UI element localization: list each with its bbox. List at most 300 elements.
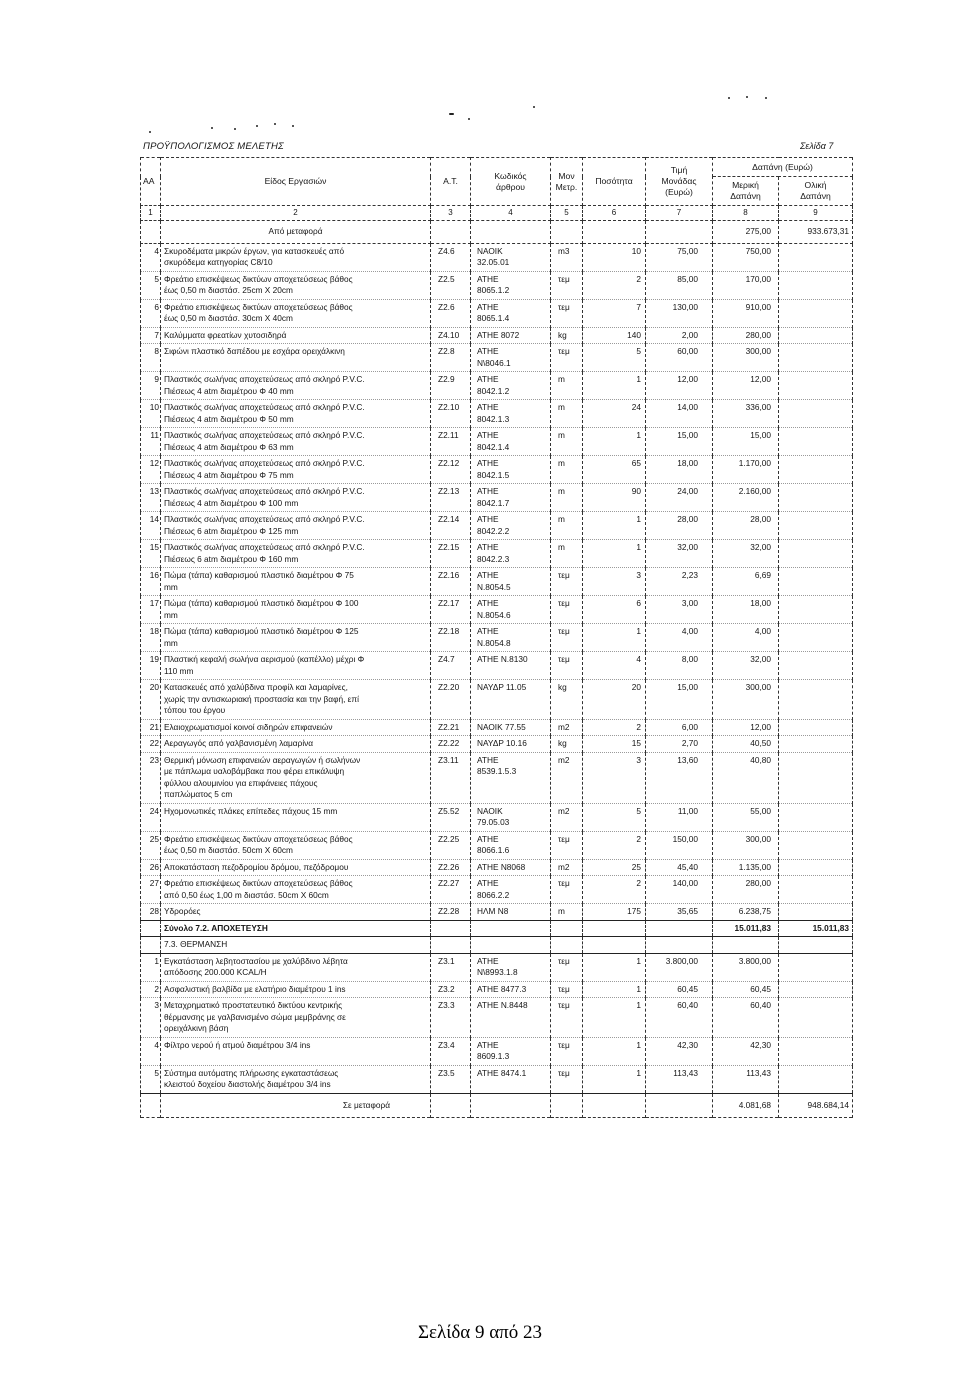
cell-description: Πώμα (τάπα) καθαρισμού πλαστικό διαμέτρου Φ 100 mm bbox=[161, 596, 431, 624]
cell-partial-cost: 3.800,00 bbox=[713, 953, 779, 981]
table-row bbox=[141, 624, 853, 652]
cell-aa: 21 bbox=[141, 719, 161, 736]
cell-aa: 13 bbox=[141, 484, 161, 512]
cell-unit: τεμ bbox=[551, 568, 583, 596]
cell-quantity: 1 bbox=[583, 428, 646, 456]
cell-description: Καλύμματα φρεατίων χυτοσιδηρά bbox=[161, 327, 431, 344]
table-row bbox=[141, 1065, 853, 1093]
cell-at: Z3.5 bbox=[431, 1065, 471, 1093]
table-row bbox=[141, 596, 853, 624]
cell-code: ΑΤΗΕ Ν8068 bbox=[471, 859, 551, 876]
table-row bbox=[141, 752, 853, 803]
cell-unit-price: 3,00 bbox=[646, 596, 713, 624]
cell-partial-cost: 60,45 bbox=[713, 981, 779, 998]
cell-code: ΑΤΗΕ 8066.2.2 bbox=[471, 876, 551, 904]
cell-total-cost bbox=[779, 953, 853, 981]
cell-quantity: 1 bbox=[583, 540, 646, 568]
cell-partial-cost: 32,00 bbox=[713, 540, 779, 568]
cell-code: ΑΤΗΕ 8065.1.2 bbox=[471, 271, 551, 299]
scan-speck bbox=[234, 128, 236, 130]
cell-total-cost bbox=[779, 876, 853, 904]
cell-quantity: 1 bbox=[583, 1037, 646, 1065]
header-partial-cost: Μερική Δαπάνη bbox=[713, 177, 779, 206]
cell-quantity: 1 bbox=[583, 981, 646, 998]
cell-at: Z2.11 bbox=[431, 428, 471, 456]
cell-empty bbox=[551, 920, 583, 937]
cell-empty bbox=[471, 937, 551, 954]
cell-partial-cost: 15.011,83 bbox=[713, 920, 779, 937]
cell-quantity: 1 bbox=[583, 998, 646, 1038]
cell-description: Φρεάτιο επισκέψεως δικτύων αποχετεύσεως βάθος έως 0,50 m διαστάσ. 25cm X 20cm bbox=[161, 271, 431, 299]
cell-empty bbox=[583, 1093, 646, 1118]
header-unit: Μον Μετρ. bbox=[551, 158, 583, 206]
table-row bbox=[141, 904, 853, 921]
cell-partial-cost: 6.238,75 bbox=[713, 904, 779, 921]
cell-code: ΝΑΟΙΚ 79.05.03 bbox=[471, 803, 551, 831]
cell-total-cost: 15.011,83 bbox=[779, 920, 853, 937]
column-number: 5 bbox=[551, 206, 583, 221]
cell-unit: τεμ bbox=[551, 596, 583, 624]
cell-unit-price: 32,00 bbox=[646, 540, 713, 568]
table-row bbox=[141, 719, 853, 736]
cell-quantity: 10 bbox=[583, 243, 646, 271]
cell-total-cost bbox=[779, 512, 853, 540]
cell-empty bbox=[646, 937, 713, 954]
cell-quantity: 5 bbox=[583, 344, 646, 372]
cell-quantity: 3 bbox=[583, 752, 646, 803]
cell-description: Φρεάτιο επισκέψεως δικτύων αποχετεύσεως βάθος από 0,50 έως 1,00 m διαστάσ. 50cm X 60cm bbox=[161, 876, 431, 904]
table-row bbox=[141, 344, 853, 372]
cell-empty bbox=[646, 1093, 713, 1118]
row-label: Από μεταφορά bbox=[161, 221, 431, 244]
cell-total-cost bbox=[779, 680, 853, 720]
cell-unit: m2 bbox=[551, 752, 583, 803]
column-number: 2 bbox=[161, 206, 431, 221]
cell-description: Ελαιοχρωματισμοί κοινοί σιδηρών επιφανειών bbox=[161, 719, 431, 736]
cell-aa: 3 bbox=[141, 998, 161, 1038]
cell-at: Z2.9 bbox=[431, 372, 471, 400]
cell-unit-price: 15,00 bbox=[646, 680, 713, 720]
cell-unit-price: 2,23 bbox=[646, 568, 713, 596]
table-row bbox=[141, 736, 853, 753]
cell-partial-cost: 28,00 bbox=[713, 512, 779, 540]
cell-code: ΗΛΜ Ν8 bbox=[471, 904, 551, 921]
page-footer: Σελίδα 9 από 23 bbox=[417, 1322, 543, 1343]
header-aa: ΑΑ bbox=[141, 158, 161, 206]
cell-aa: 22 bbox=[141, 736, 161, 753]
cell-code: ΑΤΗΕ Ν.8054.6 bbox=[471, 596, 551, 624]
cell-unit: m2 bbox=[551, 719, 583, 736]
cell-description: Ηχομονωτικές πλάκες επίπεδες πάχους 15 mm bbox=[161, 803, 431, 831]
cell-total-cost bbox=[779, 299, 853, 327]
cell-code: ΑΤΗΕ Ν.8130 bbox=[471, 652, 551, 680]
cell-unit-price: 28,00 bbox=[646, 512, 713, 540]
cell-code: ΑΤΗΕ 8042.1.3 bbox=[471, 400, 551, 428]
cell-at: Z2.20 bbox=[431, 680, 471, 720]
inner-page-label: Σελίδα 7 bbox=[800, 141, 834, 151]
cell-partial-cost: 1.170,00 bbox=[713, 456, 779, 484]
table-row bbox=[141, 803, 853, 831]
header-description: Είδος Εργασιών bbox=[161, 158, 431, 206]
cell-quantity: 4 bbox=[583, 652, 646, 680]
header-cost: Δαπάνη (Ευρώ) bbox=[713, 158, 853, 177]
cell-at: Z2.17 bbox=[431, 596, 471, 624]
cell-empty bbox=[583, 937, 646, 954]
section-title-row bbox=[141, 937, 853, 954]
cell-description: Αεραγωγός από γαλβανισμένη λαμαρίνα bbox=[161, 736, 431, 753]
scan-speck bbox=[274, 123, 276, 125]
table-row bbox=[141, 831, 853, 859]
cell-unit-price: 140,00 bbox=[646, 876, 713, 904]
cell-description: Πλαστικός σωλήνας αποχετεύσεως από σκληρό P.V.C. Πιέσεως 4 atm διαμέτρου Φ 75 mm bbox=[161, 456, 431, 484]
scan-speck bbox=[449, 113, 454, 115]
column-number: 6 bbox=[583, 206, 646, 221]
cell-empty bbox=[583, 920, 646, 937]
cell-unit: m3 bbox=[551, 243, 583, 271]
cell-at: Z2.18 bbox=[431, 624, 471, 652]
cell-at: Z2.16 bbox=[431, 568, 471, 596]
cell-empty bbox=[141, 221, 161, 244]
table-row bbox=[141, 953, 853, 981]
cell-at: Z4.10 bbox=[431, 327, 471, 344]
cell-total-cost bbox=[779, 652, 853, 680]
cell-unit-price: 24,00 bbox=[646, 484, 713, 512]
cell-unit-price: 8,00 bbox=[646, 652, 713, 680]
cell-unit-price: 130,00 bbox=[646, 299, 713, 327]
cell-total-cost bbox=[779, 400, 853, 428]
scan-speck bbox=[292, 125, 294, 127]
cell-unit: τεμ bbox=[551, 981, 583, 998]
cell-total-cost bbox=[779, 831, 853, 859]
column-number: 9 bbox=[779, 206, 853, 221]
cell-unit-price: 42,30 bbox=[646, 1037, 713, 1065]
cell-at: Z5.52 bbox=[431, 803, 471, 831]
cell-total-cost bbox=[779, 624, 853, 652]
cell-total-cost bbox=[779, 803, 853, 831]
cell-aa: 27 bbox=[141, 876, 161, 904]
cell-code: ΑΤΗΕ Ν\8046.1 bbox=[471, 344, 551, 372]
cell-description: Πλαστικός σωλήνας αποχετεύσεως από σκληρό P.V.C. Πιέσεως 4 atm διαμέτρου Φ 50 mm bbox=[161, 400, 431, 428]
cell-aa: 14 bbox=[141, 512, 161, 540]
cell-quantity: 1 bbox=[583, 624, 646, 652]
cell-unit-price: 12,00 bbox=[646, 372, 713, 400]
cell-description: Αποκατάσταση πεζοδρομίου δρόμου, πεζόδρομου bbox=[161, 859, 431, 876]
cell-total-cost bbox=[779, 596, 853, 624]
column-number: 7 bbox=[646, 206, 713, 221]
cell-aa: 11 bbox=[141, 428, 161, 456]
cell-code: ΑΤΗΕ 8066.1.6 bbox=[471, 831, 551, 859]
table-body bbox=[141, 206, 853, 1118]
cell-total-cost bbox=[779, 752, 853, 803]
cell-unit: τεμ bbox=[551, 953, 583, 981]
cell-code: ΑΤΗΕ 8042.2.3 bbox=[471, 540, 551, 568]
header-quantity: Ποσότητα bbox=[583, 158, 646, 206]
cell-empty bbox=[646, 221, 713, 244]
cell-unit: m2 bbox=[551, 859, 583, 876]
cell-code: ΑΤΗΕ Ν.8054.8 bbox=[471, 624, 551, 652]
cell-total-cost bbox=[779, 568, 853, 596]
cell-at: Z2.25 bbox=[431, 831, 471, 859]
cell-unit-price: 60,45 bbox=[646, 981, 713, 998]
cell-partial-cost: 12,00 bbox=[713, 719, 779, 736]
scan-speck bbox=[149, 131, 151, 133]
cell-unit: τεμ bbox=[551, 831, 583, 859]
cell-total-cost bbox=[779, 456, 853, 484]
cell-at: Z3.2 bbox=[431, 981, 471, 998]
cell-total-cost bbox=[779, 271, 853, 299]
cell-quantity: 5 bbox=[583, 803, 646, 831]
cell-partial-cost: 6,69 bbox=[713, 568, 779, 596]
cell-empty bbox=[551, 1093, 583, 1118]
table-row bbox=[141, 981, 853, 998]
cell-empty bbox=[471, 1093, 551, 1118]
column-number: 3 bbox=[431, 206, 471, 221]
cell-quantity: 2 bbox=[583, 719, 646, 736]
cell-aa: 7 bbox=[141, 327, 161, 344]
cell-quantity: 1 bbox=[583, 953, 646, 981]
subtotal-row bbox=[141, 920, 853, 937]
cell-description: Ασφαλιστική βαλβίδα με ελατήριο διαμέτρου 1 ins bbox=[161, 981, 431, 998]
cell-at: Z3.4 bbox=[431, 1037, 471, 1065]
carried-out-row bbox=[141, 1093, 853, 1118]
table-row bbox=[141, 428, 853, 456]
cell-unit-price: 60,40 bbox=[646, 998, 713, 1038]
cell-description: Πλαστική κεφαλή σωλήνα αερισμού (καπέλλο) μέχρι Φ 110 mm bbox=[161, 652, 431, 680]
scan-speck bbox=[468, 118, 470, 120]
cell-code: ΑΤΗΕ 8065.1.4 bbox=[471, 299, 551, 327]
cell-description: Κατασκευές από χαλύβδινα προφίλ και λαμαρίνες, χωρίς την αντισκωριακή προστασία και την βαφή, επί τόπου του έργου bbox=[161, 680, 431, 720]
cell-partial-cost: 300,00 bbox=[713, 680, 779, 720]
header-total-cost: Ολική Δαπάνη bbox=[779, 177, 853, 206]
cell-unit: m bbox=[551, 400, 583, 428]
cell-partial-cost: 275,00 bbox=[713, 221, 779, 244]
cell-code: ΑΤΗΕ 8072 bbox=[471, 327, 551, 344]
scan-speck bbox=[765, 97, 767, 99]
cell-quantity: 2 bbox=[583, 271, 646, 299]
table-row bbox=[141, 876, 853, 904]
cell-unit: m bbox=[551, 372, 583, 400]
cell-quantity: 24 bbox=[583, 400, 646, 428]
cell-unit-price: 113,43 bbox=[646, 1065, 713, 1093]
cell-unit: kg bbox=[551, 327, 583, 344]
table-row bbox=[141, 484, 853, 512]
cell-empty bbox=[551, 221, 583, 244]
cell-description: Φρεάτιο επισκέψεως δικτύων αποχετεύσεως βάθος έως 0,50 m διαστάσ. 50cm X 60cm bbox=[161, 831, 431, 859]
cell-aa: 1 bbox=[141, 953, 161, 981]
cell-unit-price: 150,00 bbox=[646, 831, 713, 859]
cell-partial-cost: 60,40 bbox=[713, 998, 779, 1038]
budget-table bbox=[140, 157, 853, 1118]
table-row bbox=[141, 327, 853, 344]
cell-at: Z2.8 bbox=[431, 344, 471, 372]
cell-aa: 24 bbox=[141, 803, 161, 831]
cell-partial-cost: 18,00 bbox=[713, 596, 779, 624]
cell-at: Z2.26 bbox=[431, 859, 471, 876]
cell-code: ΑΤΗΕ Ν.8448 bbox=[471, 998, 551, 1038]
cell-code: ΑΤΗΕ 8042.1.2 bbox=[471, 372, 551, 400]
cell-total-cost bbox=[779, 719, 853, 736]
cell-unit: m2 bbox=[551, 803, 583, 831]
cell-description: Μεταχρηματικό προστατευτικό δικτύου κεντρικής θέρμανσης με γαλβανισμένο σώμα μεμβράνης σε ορειχάλκινη βάση bbox=[161, 998, 431, 1038]
cell-total-cost bbox=[779, 428, 853, 456]
scan-speck bbox=[728, 97, 730, 99]
cell-at: Z2.21 bbox=[431, 719, 471, 736]
cell-quantity: 140 bbox=[583, 327, 646, 344]
cell-partial-cost: 300,00 bbox=[713, 344, 779, 372]
cell-unit: m bbox=[551, 904, 583, 921]
cell-total-cost bbox=[779, 859, 853, 876]
cell-unit: τεμ bbox=[551, 652, 583, 680]
cell-unit-price: 2,00 bbox=[646, 327, 713, 344]
cell-partial-cost: 40,80 bbox=[713, 752, 779, 803]
cell-quantity: 7 bbox=[583, 299, 646, 327]
cell-unit-price: 2,70 bbox=[646, 736, 713, 753]
cell-code: ΑΤΗΕ Ν\8993.1.8 bbox=[471, 953, 551, 981]
column-number: 8 bbox=[713, 206, 779, 221]
cell-at: Z2.12 bbox=[431, 456, 471, 484]
cell-partial-cost: 42,30 bbox=[713, 1037, 779, 1065]
cell-code: ΑΤΗΕ Ν.8054.5 bbox=[471, 568, 551, 596]
cell-empty bbox=[141, 937, 161, 954]
table-row bbox=[141, 1037, 853, 1065]
cell-unit: m bbox=[551, 484, 583, 512]
cell-unit-price: 13,60 bbox=[646, 752, 713, 803]
cell-at: Z2.5 bbox=[431, 271, 471, 299]
cell-empty bbox=[583, 221, 646, 244]
cell-aa: 20 bbox=[141, 680, 161, 720]
cell-unit: τεμ bbox=[551, 1065, 583, 1093]
cell-quantity: 2 bbox=[583, 876, 646, 904]
cell-at: Z2.14 bbox=[431, 512, 471, 540]
cell-unit: τεμ bbox=[551, 344, 583, 372]
cell-partial-cost: 40,50 bbox=[713, 736, 779, 753]
cell-code: ΑΤΗΕ 8477.3 bbox=[471, 981, 551, 998]
table-row bbox=[141, 512, 853, 540]
column-number: 1 bbox=[141, 206, 161, 221]
cell-at: Z2.10 bbox=[431, 400, 471, 428]
cell-at: Z2.13 bbox=[431, 484, 471, 512]
cell-quantity: 15 bbox=[583, 736, 646, 753]
cell-quantity: 90 bbox=[583, 484, 646, 512]
cell-code: ΑΤΗΕ 8042.2.2 bbox=[471, 512, 551, 540]
cell-empty bbox=[646, 920, 713, 937]
cell-quantity: 20 bbox=[583, 680, 646, 720]
cell-empty bbox=[551, 937, 583, 954]
cell-at: Z3.1 bbox=[431, 953, 471, 981]
cell-unit-price: 11,00 bbox=[646, 803, 713, 831]
cell-empty bbox=[141, 920, 161, 937]
cell-unit: m bbox=[551, 428, 583, 456]
header-code: Κωδικός άρθρου bbox=[471, 158, 551, 206]
cell-total-cost bbox=[779, 981, 853, 998]
header-unit-price: Τιμή Μονάδας (Ευρώ) bbox=[646, 158, 713, 206]
scan-speck bbox=[533, 106, 535, 108]
cell-description: Πλαστικός σωλήνας αποχετεύσεως από σκληρό P.V.C. Πιέσεως 4 atm διαμέτρου Φ 100 mm bbox=[161, 484, 431, 512]
cell-unit-price: 60,00 bbox=[646, 344, 713, 372]
cell-empty bbox=[471, 221, 551, 244]
table-row bbox=[141, 540, 853, 568]
cell-partial-cost: 750,00 bbox=[713, 243, 779, 271]
cell-aa: 18 bbox=[141, 624, 161, 652]
cell-description: Πώμα (τάπα) καθαρισμού πλαστικό διαμέτρου Φ 75 mm bbox=[161, 568, 431, 596]
cell-aa: 15 bbox=[141, 540, 161, 568]
row-label: Σύνολο 7.2. ΑΠΟΧΕΤΕΥΣΗ bbox=[161, 920, 431, 937]
cell-code: ΑΤΗΕ 8474.1 bbox=[471, 1065, 551, 1093]
cell-description: Φρεάτιο επισκέψεως δικτύων αποχετεύσεως βάθος έως 0,50 m διαστάσ. 30cm X 40cm bbox=[161, 299, 431, 327]
cell-code: ΝΑΥΔΡ 10.16 bbox=[471, 736, 551, 753]
cell-aa: 8 bbox=[141, 344, 161, 372]
cell-total-cost bbox=[779, 1065, 853, 1093]
cell-code: ΝΑΥΔΡ 11.05 bbox=[471, 680, 551, 720]
cell-total-cost bbox=[779, 904, 853, 921]
cell-total-cost: 948.684,14 bbox=[779, 1093, 853, 1118]
cell-at: Z3.3 bbox=[431, 998, 471, 1038]
cell-empty bbox=[779, 937, 853, 954]
table-row bbox=[141, 299, 853, 327]
cell-empty bbox=[471, 920, 551, 937]
cell-description: Εγκατάσταση λεβητοστασίου με χαλύβδινο λέβητα απόδοσης 200.000 KCAL/H bbox=[161, 953, 431, 981]
cell-aa: 17 bbox=[141, 596, 161, 624]
cell-empty bbox=[713, 937, 779, 954]
cell-at: Z4.7 bbox=[431, 652, 471, 680]
cell-quantity: 3 bbox=[583, 568, 646, 596]
row-label: Σε μεταφορά bbox=[161, 1093, 431, 1118]
cell-description: Θερμική μόνωση επιφανειών αεραγωγών ή σωλήνων με πάπλωμα υαλοβάμβακα που φέρει επικάλυψη φύλλου αλουμινίου για επιφάνειες πάχους παπλώματος 5 cm bbox=[161, 752, 431, 803]
table-row bbox=[141, 243, 853, 271]
cell-unit-price: 35,65 bbox=[646, 904, 713, 921]
cell-at: Z2.28 bbox=[431, 904, 471, 921]
cell-total-cost bbox=[779, 344, 853, 372]
cell-partial-cost: 2.160,00 bbox=[713, 484, 779, 512]
cell-aa: 12 bbox=[141, 456, 161, 484]
document-title: ΠΡΟΫΠΟΛΟΓΙΣΜΟΣ ΜΕΛΕΤΗΣ bbox=[143, 141, 284, 152]
cell-code: ΑΤΗΕ 8042.1.7 bbox=[471, 484, 551, 512]
cell-quantity: 175 bbox=[583, 904, 646, 921]
table-row bbox=[141, 859, 853, 876]
cell-empty bbox=[141, 1093, 161, 1118]
table-row bbox=[141, 680, 853, 720]
cell-at: Z3.11 bbox=[431, 752, 471, 803]
cell-aa: 6 bbox=[141, 299, 161, 327]
column-number: 4 bbox=[471, 206, 551, 221]
cell-aa: 2 bbox=[141, 981, 161, 998]
cell-unit: m bbox=[551, 456, 583, 484]
header-row bbox=[141, 158, 853, 177]
cell-code: ΝΑΟΙΚ 32.05.01 bbox=[471, 243, 551, 271]
cell-total-cost bbox=[779, 1037, 853, 1065]
cell-aa: 4 bbox=[141, 1037, 161, 1065]
cell-partial-cost: 4,00 bbox=[713, 624, 779, 652]
cell-unit-price: 75,00 bbox=[646, 243, 713, 271]
cell-partial-cost: 170,00 bbox=[713, 271, 779, 299]
cell-total-cost bbox=[779, 243, 853, 271]
cell-total-cost bbox=[779, 484, 853, 512]
header-at: Α.Τ. bbox=[431, 158, 471, 206]
cell-aa: 10 bbox=[141, 400, 161, 428]
table-row bbox=[141, 372, 853, 400]
cell-unit: kg bbox=[551, 680, 583, 720]
cell-at: Z4.6 bbox=[431, 243, 471, 271]
cell-unit: τεμ bbox=[551, 998, 583, 1038]
table-row bbox=[141, 652, 853, 680]
scan-speck bbox=[256, 125, 258, 127]
cell-description: Σκυροδέματα μικρών έργων, για κατασκευές από σκυρόδεμα κατηγορίας C8/10 bbox=[161, 243, 431, 271]
cell-partial-cost: 113,43 bbox=[713, 1065, 779, 1093]
cell-partial-cost: 4.081,68 bbox=[713, 1093, 779, 1118]
cell-unit: m bbox=[551, 540, 583, 568]
cell-unit: kg bbox=[551, 736, 583, 753]
cell-at: Z2.15 bbox=[431, 540, 471, 568]
